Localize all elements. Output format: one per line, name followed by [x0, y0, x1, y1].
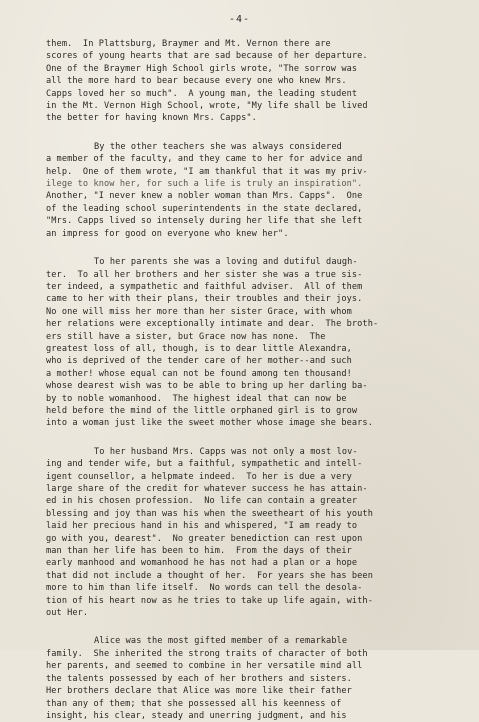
text-line: them. In Plattsburg, Braymer and Mt. Vernon there are: [46, 39, 331, 49]
text-line: man than her life has been to him. From the days of their: [46, 546, 352, 557]
text-line: laid her precious hand in his and whispered, "I am ready to: [46, 521, 358, 532]
text-line: held before the mind of the little orphaned girl is to grow: [46, 405, 358, 416]
paragraph-1: [46, 38, 466, 125]
paragraph-3: [46, 256, 466, 430]
text-line: family. She inherited the strong traits of character of both: [46, 648, 368, 659]
text-line: By the other teachers she was always considered: [94, 141, 342, 152]
text-line: blessing and joy than was his when the sweetheart of his youth: [46, 508, 373, 519]
text-line: go with you, dearest". No greater benediction can rest upon: [46, 533, 363, 544]
paragraph-5: [46, 635, 466, 722]
text-line: insight, his clear, steady and unerring judgment, and his: [46, 710, 347, 721]
text-line: the better for having known Mrs. Capps".: [46, 113, 257, 124]
text-line: ilege to know her, for such a life is truly an inspiration".: [46, 179, 363, 190]
text-line: by to noble womanhood. The highest ideal that can now be: [46, 393, 347, 404]
text-line: ing and tender wife, but a faithful, sympathetic and intell-: [46, 459, 363, 470]
text-line: her relations were exceptionally intimate and dear. The broth-: [46, 319, 379, 330]
text-line: an impress for good on everyone who knew her".: [46, 228, 289, 239]
text-line: ers still have a sister, but Grace now has none. The: [46, 331, 326, 342]
text-line: than any of them; that she possessed all his keenness of: [46, 698, 342, 709]
text-line: igent counsellor, a helpmate indeed. To her is due a very: [46, 471, 352, 482]
text-line: a member of the faculty, and they came to her for advice and: [46, 154, 363, 165]
text-line: ed in his chosen profession. No life can contain a greater: [46, 496, 358, 507]
text-line: a mother! whose equal can not be found among ten thousand!: [46, 368, 352, 379]
text-line: Capps loved her so much". A young man, the leading student: [46, 88, 358, 99]
text-line: Another, "I never knew a nobler woman than Mrs. Capps". One: [46, 191, 363, 202]
text-line: greatest loss of all, though, is to dear little Alexandra,: [46, 343, 352, 354]
text-line: more to him than life itself. No words can tell the desola-: [46, 583, 363, 594]
paragraph-4: [46, 446, 466, 620]
text-line: scores of young hearts that are sad because of her departure.: [46, 51, 368, 62]
page-number: -4-: [228, 14, 251, 25]
text-line: "Mrs. Capps lived so intensely during her life that she left: [46, 216, 363, 227]
text-line: whose dearest wish was to be able to bring up her darling ba-: [46, 381, 368, 392]
text-line: that did not include a thought of her. For years she has been: [46, 570, 373, 581]
text-line: To her husband Mrs. Capps was not only a most lov-: [94, 446, 358, 457]
text-line: all the more hard to bear because every one who knew Mrs.: [46, 76, 347, 87]
text-line: early manhood and womanhood he has not had a plan or a hope: [46, 558, 358, 569]
text-line: No one will miss her more than her sister Grace, with whom: [46, 306, 352, 317]
text-line: in the Mt. Vernon High School, wrote, "My life shall be lived: [46, 101, 368, 112]
text-line: ter. To all her brothers and her sister she was a true sis-: [46, 269, 363, 280]
text-line: Her brothers declare that Alice was more like their father: [46, 686, 352, 697]
text-line: into a woman just like the sweet mother whose image she bears.: [46, 418, 373, 429]
text-line: large share of the credit for whatever success he has attain-: [46, 484, 368, 494]
text-line: the talents possessed by each of her brothers and sisters.: [46, 673, 352, 684]
text-line: who is deprived of the tender care of her mother--and such: [46, 356, 352, 367]
text-line: out Her.: [46, 608, 89, 619]
text-line: To her parents she was a loving and dutiful daugh-: [94, 257, 358, 268]
text-line: Alice was the most gifted member of a remarkable: [94, 636, 348, 647]
text-line: ter indeed, a sympathetic and faithful adviser. All of them: [46, 281, 363, 292]
text-line: came to her with their plans, their troubles and their joys.: [46, 294, 363, 305]
text-line: her parents, and seemed to combine in her versatile mind all: [46, 661, 363, 672]
text-line: tion of his heart now as he tries to take up life again, with-: [46, 595, 373, 606]
text-line: help. One of them wrote, "I am thankful that it was my priv-: [46, 166, 368, 177]
text-line: of the leading school superintendents in the state declared,: [46, 203, 363, 214]
text-line: One of the Braymer High School girls wrote, "The sorrow was: [46, 63, 358, 74]
body-text: [46, 38, 466, 722]
paragraph-2: [46, 141, 466, 240]
